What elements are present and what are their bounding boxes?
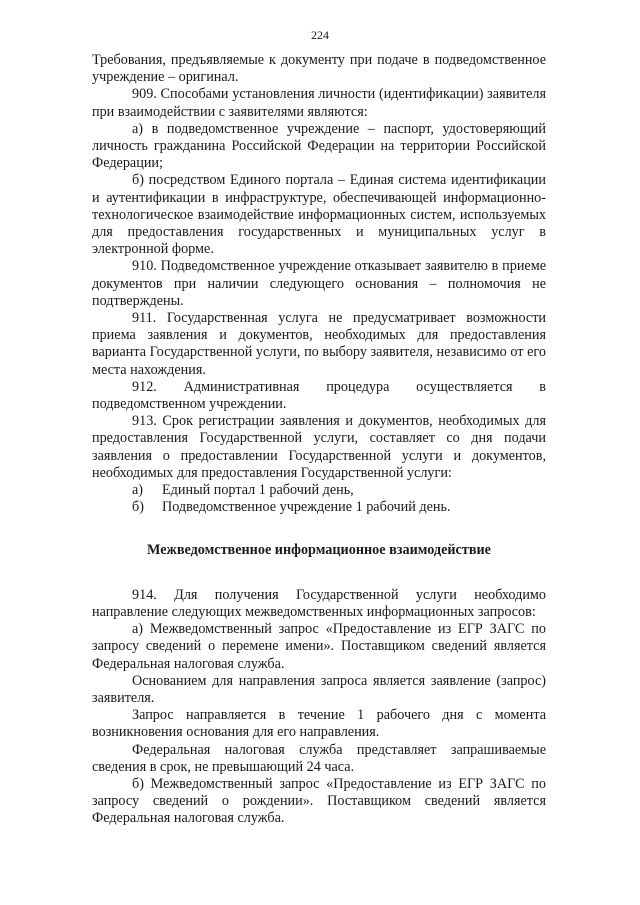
- paragraph: а) в подведомственное учреждение – паспорт, удостоверяющий личность гражданина Российской Федерации на территории Российской Федерации;: [92, 120, 546, 172]
- paragraph: Федеральная налоговая служба представляет запрашиваемые сведения в срок, не превышающий 24 часа.: [92, 741, 546, 775]
- document-body: [92, 52, 546, 828]
- list-item-text: Единый портал 1 рабочий день,: [162, 482, 354, 499]
- list-item-text: Подведомственное учреждение 1 рабочий день.: [162, 499, 451, 516]
- paragraph: Основанием для направления запроса является заявление (запрос) заявителя.: [92, 672, 546, 706]
- list-item-marker: а): [132, 482, 144, 499]
- paragraph: б) Межведомственный запрос «Предоставление из ЕГР ЗАГС по запросу сведений о рождении». Поставщиком сведений является Федеральная налоговая служба.: [92, 775, 546, 827]
- paragraph: 910. Подведомственное учреждение отказывает заявителю в приеме документов при наличии следующего основания – полномочия не подтверждены.: [92, 258, 546, 309]
- paragraph: 913. Срок регистрации заявления и документов, необходимых для предоставления Государственной услуги, составляет со дня подачи заявления о предоставлении Государственной услуги и документов, необходимых для предоставления Государственной услуги:: [92, 413, 546, 481]
- page-number: 224: [311, 28, 329, 42]
- list-item: [92, 482, 546, 499]
- paragraph: б) посредством Единого портала – Единая система идентификации и аутентификации в инфраструктуре, обеспечивающей информационно-технологическое взаимодействие информационных систем, используемых для предоставления государственных и муниципальных услуг в электронной форме.: [92, 172, 546, 258]
- paragraph: 909. Способами установления личности (идентификации) заявителя при взаимодействии с заявителями являются:: [92, 86, 546, 120]
- paragraph: 912. Административная процедура осуществляется в подведомственном учреждении.: [92, 378, 546, 413]
- list-item-marker: б): [132, 499, 144, 516]
- paragraph: Запрос направляется в течение 1 рабочего дня с момента возникновения основания для его направления.: [92, 707, 546, 741]
- paragraph: Требования, предъявляемые к документу при подаче в подведомственное учреждение – оригинал.: [92, 52, 546, 86]
- section-heading: Межведомственное информационное взаимодействие: [147, 542, 491, 559]
- paragraph: 914. Для получения Государственной услуги необходимо направление следующих межведомственных информационных запросов:: [92, 586, 546, 620]
- list-item: [92, 499, 546, 516]
- paragraph: а) Межведомственный запрос «Предоставление из ЕГР ЗАГС по запросу сведений о перемене имени». Поставщиком сведений является Федеральная налоговая служба.: [92, 621, 546, 672]
- paragraph: 911. Государственная услуга не предусматривает возможности приема заявления и документов, необходимых для предоставления варианта Государственной услуги, по выбору заявителя, независимо от его места нахождения.: [92, 310, 546, 378]
